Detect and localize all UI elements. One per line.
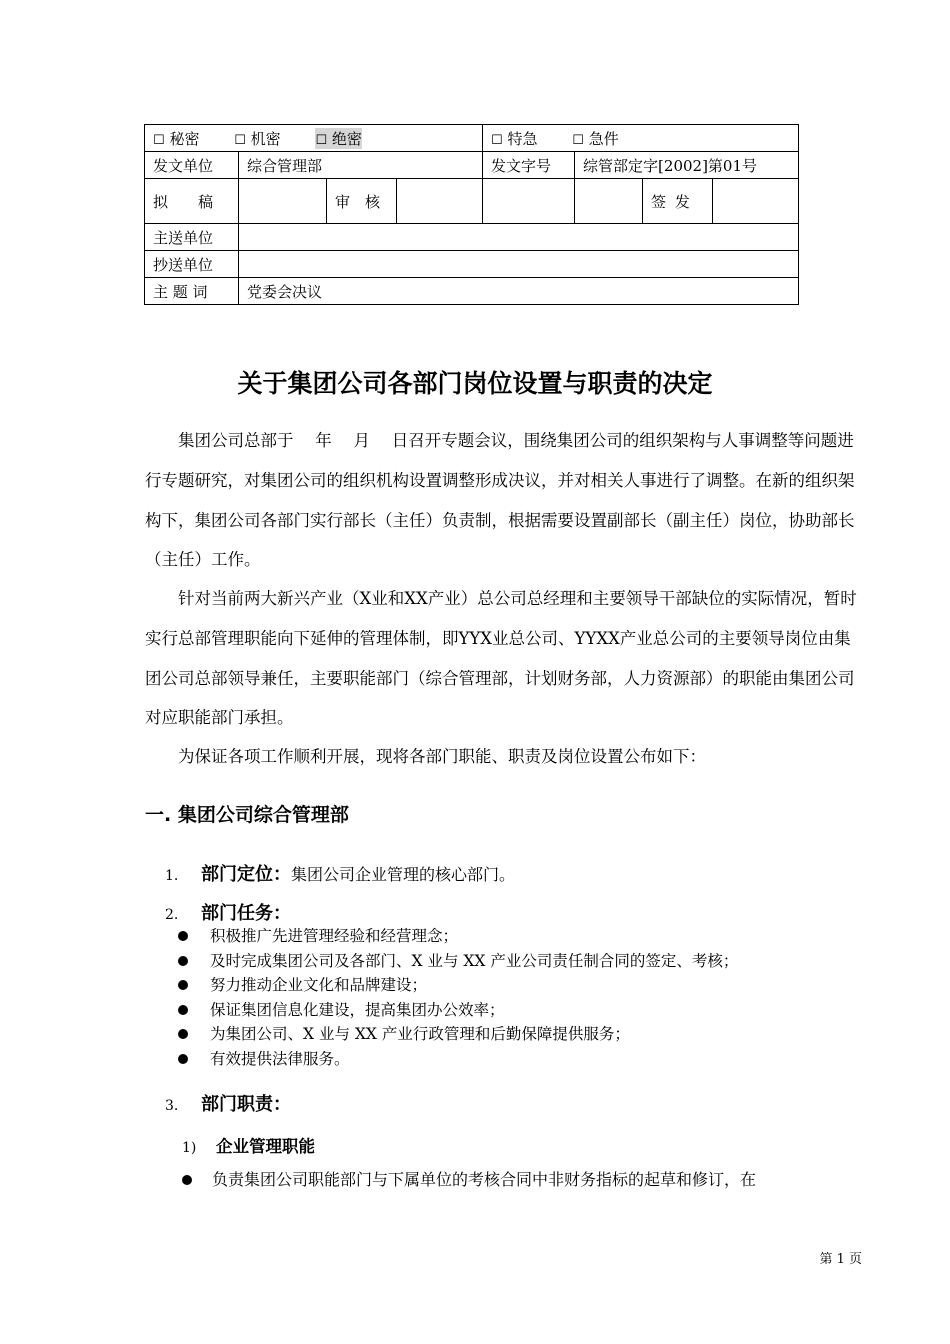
page-number: 第 1 页: [819, 1252, 862, 1267]
document-title: 关于集团公司各部门岗位设置与职责的决定: [237, 369, 713, 398]
checkbox-icon: ☐: [234, 132, 246, 148]
draft-value: [239, 179, 327, 224]
item-label: 部门任务：: [201, 903, 291, 924]
subitem-label: 企业管理职能: [216, 1137, 315, 1156]
item-label: 部门职责：: [201, 1094, 291, 1115]
item-number: 2.: [165, 907, 179, 923]
item-department-positioning: [165, 860, 515, 886]
issuer-value: 综合管理部: [239, 152, 483, 179]
duty-item: 负责集团公司职能部门与下属单位的考核合同中非财务指标的起草和修订，在: [182, 1167, 756, 1190]
paragraph-1: 集团公司总部于 年 月 日召开专题会议，围绕集团公司的组织架构与人事调整等问题进行专题研究，对集团公司的组织机构设置调整形成决议，并对相关人事进行了调整。在新的组织架构下，集团公司各部门实行部长（主任）负责制，根据需要设置副部长（副主任）岗位，协助部长（主任）工作。: [145, 431, 855, 570]
list-item: 有效提供法律服务。: [178, 1047, 738, 1072]
urgency-extra-urgent[interactable]: ☐ 特急: [491, 129, 538, 148]
subject-label: 主 题 词: [145, 278, 239, 305]
task-list: [178, 924, 738, 1071]
list-item: 努力推动企业文化和品牌建设；: [178, 973, 738, 998]
bullet-icon: [182, 1175, 192, 1185]
list-item: 积极推广先进管理经验和经营理念；: [178, 924, 738, 949]
cc-value: [239, 251, 799, 278]
bullet-icon: [178, 931, 188, 941]
classification-top-secret[interactable]: ☐ 绝密: [315, 129, 362, 148]
urgency-cell: [483, 125, 799, 152]
paragraph-2: 针对当前两大新兴产业（X业和XX产业）总公司总经理和主要领导干部缺位的实际情况，暂时实行总部管理职能向下延伸的管理体制，即YYX业总公司、YYXX产业总公司的主要领导岗位由集团公司总部领导兼任，主要职能部门（综合管理部，计划财务部，人力资源部）的职能由集团公司对应职能部门承担。: [145, 589, 857, 728]
doc-number-value: 综管部定字[2002]第01号: [575, 152, 799, 179]
classification-secret[interactable]: ☐ 秘密: [153, 129, 200, 148]
urgency-urgent[interactable]: ☐ 急件: [572, 129, 619, 148]
issuer-label: 发文单位: [145, 152, 239, 179]
checkbox-icon: ☐: [153, 132, 165, 148]
subject-value: 党委会决议: [239, 278, 799, 305]
item-number: 3.: [165, 1098, 179, 1114]
paragraph-3: 为保证各项工作顺利开展，现将各部门职能、职责及岗位设置公布如下：: [178, 747, 706, 766]
sign-value: [713, 179, 799, 224]
section-heading: 一. 集团公司综合管理部: [145, 804, 349, 826]
item-department-tasks: [165, 899, 291, 925]
list-item: 及时完成集团公司及各部门、X 业与 XX 产业公司责任制合同的签定、考核；: [178, 949, 738, 974]
list-item: 为集团公司、X 业与 XX 产业行政管理和后勤保障提供服务；: [178, 1022, 738, 1047]
classification-confidential[interactable]: ☐ 机密: [234, 129, 281, 148]
cc-label: 抄送单位: [145, 251, 239, 278]
item-number: 1.: [165, 868, 179, 884]
bullet-icon: [178, 1054, 188, 1064]
review-label: 审 核: [327, 179, 397, 224]
classification-cell: [145, 125, 483, 152]
review-value-extra: [483, 179, 575, 224]
document-header-table: [144, 124, 799, 305]
bullet-icon: [178, 956, 188, 966]
item-department-duties: [165, 1090, 291, 1116]
bullet-icon: [178, 1029, 188, 1039]
main-recipient-value: [239, 224, 799, 251]
checkbox-icon: ☐: [572, 132, 584, 148]
sign-label: 签 发: [643, 179, 713, 224]
doc-number-label: 发文字号: [483, 152, 575, 179]
checkbox-icon: ☐: [315, 132, 328, 148]
main-recipient-label: 主送单位: [145, 224, 239, 251]
bullet-icon: [178, 980, 188, 990]
subitem-number: 1): [182, 1140, 197, 1156]
subitem-management-function: [182, 1133, 315, 1157]
checkbox-icon: ☐: [491, 132, 503, 148]
review-value-extra-2: [575, 179, 643, 224]
item-text: 集团公司企业管理的核心部门。: [291, 865, 516, 884]
list-item: 保证集团信息化建设，提高集团办公效率；: [178, 998, 738, 1023]
bullet-icon: [178, 1005, 188, 1015]
draft-label: 拟 稿: [145, 179, 239, 224]
item-label: 部门定位：: [201, 864, 291, 885]
review-value: [397, 179, 483, 224]
